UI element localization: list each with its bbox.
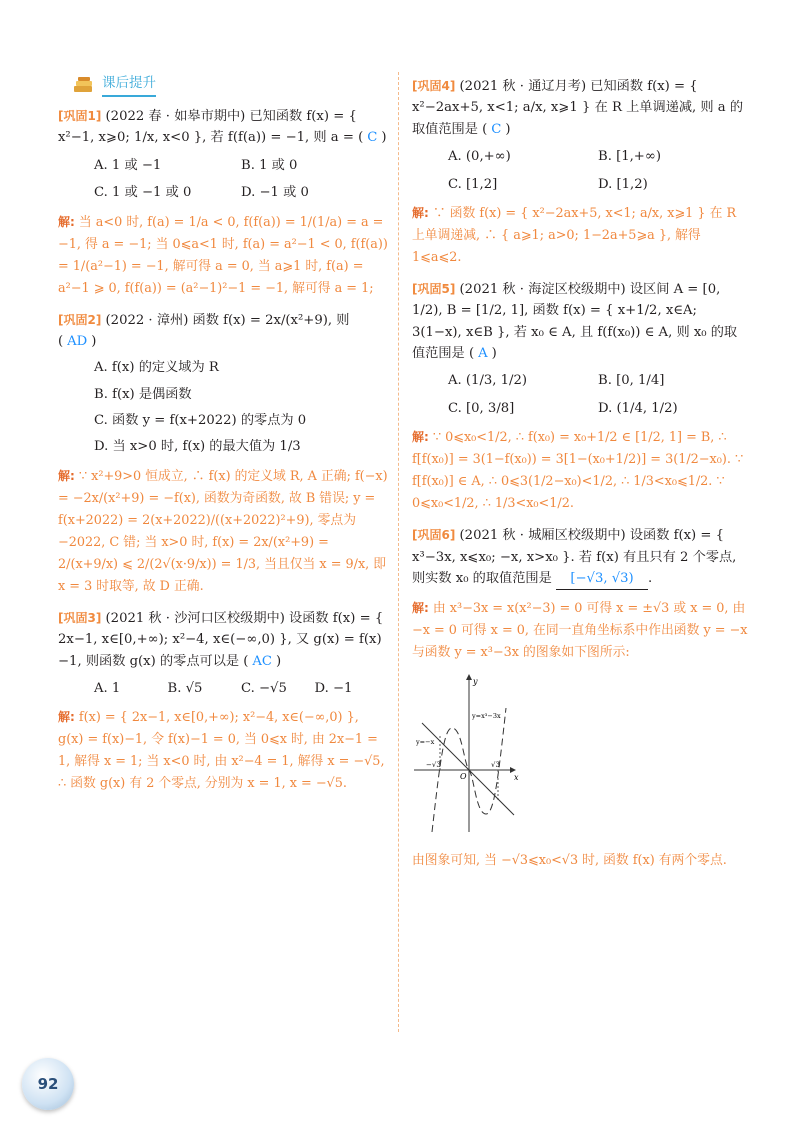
options-row (94, 155, 388, 176)
origin-label: O (460, 772, 467, 782)
option-d: D. 当 x>0 时, f(x) 的最大值为 1/3 (94, 439, 301, 455)
option-c: C. 函数 y = f(x+2022) 的零点为 0 (94, 413, 307, 428)
line-y-neg-x (422, 723, 514, 815)
x-axis-label: x (514, 773, 519, 783)
curve-label: y=x³−3x (472, 712, 501, 721)
bracket-close: ) (276, 653, 282, 669)
options-list (94, 357, 388, 458)
answer: C (491, 121, 502, 137)
section-header (72, 72, 388, 98)
option-d: D. −1 或 0 (241, 185, 309, 201)
question-tag: [巩固3] (58, 610, 102, 625)
options-row (94, 182, 388, 203)
column-divider (398, 72, 399, 1032)
solution-tag: 解: (58, 710, 75, 725)
right-column (412, 72, 748, 872)
option-a: A. (0,+∞) (448, 149, 511, 165)
answer: AD (67, 333, 88, 349)
option-b: B. [1,+∞) (598, 149, 661, 165)
solution (58, 707, 388, 795)
answer: C (367, 130, 378, 146)
question-text: (2021 秋 · 海淀区校级期中) 设区间 A = [0, 1/2), B = [1/2, 1], 函数 f(x) = { x+1/2, x∈A; 3(1−x), x∈B }, 若 x₀ ∈ A, 且 f(f(x₀)) ∈ A, 则 x₀ 的取值范围是 ( (412, 281, 738, 361)
solution (58, 212, 388, 300)
option-d: D. [1,2) (598, 176, 648, 192)
solution-tag: 解: (58, 214, 75, 229)
bracket-close: ) (91, 333, 97, 349)
bracket-close: ) (505, 121, 511, 137)
neg-root-label: −√3 (426, 761, 441, 770)
solution-tag: 解: (412, 601, 429, 616)
option-c: C. [1,2] (448, 176, 498, 192)
solution-text: f(x) = { 2x−1, x∈[0,+∞); x²−4, x∈(−∞,0) }, g(x) = f(x)−1, 令 f(x)−1 = 0, 当 0⩽x 时, 由 2x−1 = 1, 解得 x = 1; 当 x<0 时, 由 x²−4 = 1, 解得 x = −√5, ∴ 函数 g(x) 有 2 个零点, 分别为 x = 1, x = −√5. (58, 710, 385, 792)
question-tag: [巩固6] (412, 528, 456, 543)
solution-text: ∵ 函数 f(x) = { x²−2ax+5, x<1; a/x, x⩾1 } 在 R 上单调递减, ∴ { a⩾1; a>0; 1−2a+5⩾a }, 解得 1⩽a⩽2. (412, 205, 737, 265)
options-row (448, 146, 748, 167)
answer-blank: [−√3, √3) (556, 568, 648, 590)
bracket-close: ) (381, 130, 387, 146)
question-6 (412, 525, 748, 872)
answer: AC (252, 653, 273, 669)
question-tag: [巩固4] (412, 79, 456, 93)
question-text: (2021 秋 · 沙河口区校级期中) 设函数 f(x) = { 2x−1, x∈[0,+∞); x²−4, x∈(−∞,0) }, 又 g(x) = f(x)−1, 则函数 g(x) 的零点可以是 ( (58, 610, 384, 669)
conclusion-text: 由图象可知, 当 −√3⩽x₀<√3 时, 函数 f(x) 有两个零点. (412, 852, 727, 868)
option-c: C. −√5 (241, 680, 287, 696)
question-tag: [巩固5] (412, 281, 456, 296)
question-4 (412, 76, 748, 269)
y-axis-arrow (466, 674, 472, 680)
solution-text: 当 a<0 时, f(a) = 1/a < 0, f(f(a)) = 1/(1/a) = a = −1, 得 a = −1; 当 0⩽a<1 时, f(a) = a²−1 < 0, f(f(a)) = 1/(a²−1) = −1, 解可得 a = 0, 当 a⩾1 时, f(a) = a²−1 ⩾ 0, f(f(a)) = (a²−1)²−1 = −1, 解可得 a = 1; (58, 214, 388, 296)
solution-text: 由 x³−3x = x(x²−3) = 0 可得 x = ±√3 或 x = 0, 由 −x = 0 可得 x = 0, 在同一直角坐标系中作出函数 y = −x 与函数 y = x³−3x 的图象如下图所示: (412, 601, 748, 661)
section-title: 课后提升 (102, 73, 156, 98)
solution (412, 598, 748, 664)
option-a: A. (1/3, 1/2) (448, 373, 528, 389)
option-a: A. f(x) 的定义域为 R (94, 360, 219, 376)
answer: A (478, 346, 488, 361)
line-label: y=−x (416, 738, 435, 747)
option-d: D. (1/4, 1/2) (598, 400, 678, 416)
question-text: (2022 · 漳州) 函数 f(x) = 2x/(x²+9), 则 ( (58, 312, 350, 349)
solution (412, 203, 748, 269)
question-3 (58, 608, 388, 796)
option-c: C. [0, 3/8] (448, 400, 515, 416)
solution-text: ∵ x²+9>0 恒成立, ∴ f(x) 的定义域 R, A 正确; f(−x) = −2x/(x²+9) = −f(x), 函数为奇函数, 故 B 错误; y = f(x+2022) = 2(x+2022)/((x+2022)²+9), 零点为 −2022, C 错; 当 x>0 时, f(x) = 2x/(x²+9) = 2/(x+9/x) ⩽ 2/(2√(x·9/x)) = 1/3, 当且仅当 x = 9/x, 即 x = 3 时取等, 故 D 正确. (58, 468, 388, 594)
options-row (448, 398, 748, 419)
conclusion (412, 850, 748, 872)
question-text: (2021 秋 · 城厢区校级期中) 设函数 f(x) = { x³−3x, x⩽x₀; −x, x>x₀ }. 若 f(x) 有且只有 2 个零点, 则实数 x₀ 的取值范围是 (412, 528, 737, 586)
options-row (448, 370, 748, 391)
question-tag: [巩固2] (58, 312, 102, 327)
bracket-close: ) (491, 346, 497, 361)
option-b: B. √5 (167, 680, 203, 696)
solution-tag: 解: (412, 205, 429, 220)
solution-tag: 解: (58, 468, 75, 483)
solution (58, 466, 388, 598)
solution-tag: 解: (412, 430, 429, 445)
function-graph (414, 674, 524, 834)
option-a: A. 1 或 −1 (94, 157, 162, 173)
question-tag: [巩固1] (58, 109, 102, 123)
options-row (94, 678, 388, 699)
page-number: 92 (22, 1058, 74, 1110)
books-icon (72, 75, 96, 95)
option-b: B. 1 或 0 (241, 157, 298, 173)
question-1 (58, 106, 388, 300)
y-axis-label: y (473, 677, 478, 687)
option-b: B. f(x) 是偶函数 (94, 386, 192, 402)
option-a: A. 1 (94, 680, 121, 696)
question-text: (2022 春 · 如皋市期中) 已知函数 f(x) = { x²−1, x⩾0; 1/x, x<0 }, 若 f(f(a)) = −1, 则 a = ( (58, 109, 364, 146)
options-row (448, 174, 748, 195)
question-text: (2021 秋 · 通辽月考) 已知函数 f(x) = { x²−2ax+5, x<1; a/x, x⩾1 } 在 R 上单调递减, 则 a 的取值范围是 ( (412, 79, 744, 137)
solution-text: ∵ 0⩽x₀<1/2, ∴ f(x₀) = x₀+1/2 ∈ [1/2, 1] = B, ∴ f[f(x₀)] = 3(1−f(x₀)) = 3[1−(x₀+1/2)] = 3(1/2−x₀). ∵ f[f(x₀)] ∈ A, ∴ 0⩽3(1/2−x₀)<1/2, ∴ 1/3<x₀⩽1/2. ∵ 0⩽x₀<1/2, ∴ 1/3<x₀<1/2. (412, 430, 744, 512)
option-c: C. 1 或 −1 或 0 (94, 185, 192, 201)
left-column (58, 72, 388, 795)
period: . (648, 570, 653, 586)
option-d: D. −1 (314, 680, 353, 696)
option-b: B. [0, 1/4] (598, 373, 665, 389)
pos-root-label: √3 (491, 761, 500, 770)
question-5 (412, 279, 748, 515)
solution (412, 427, 748, 515)
question-2 (58, 310, 388, 598)
